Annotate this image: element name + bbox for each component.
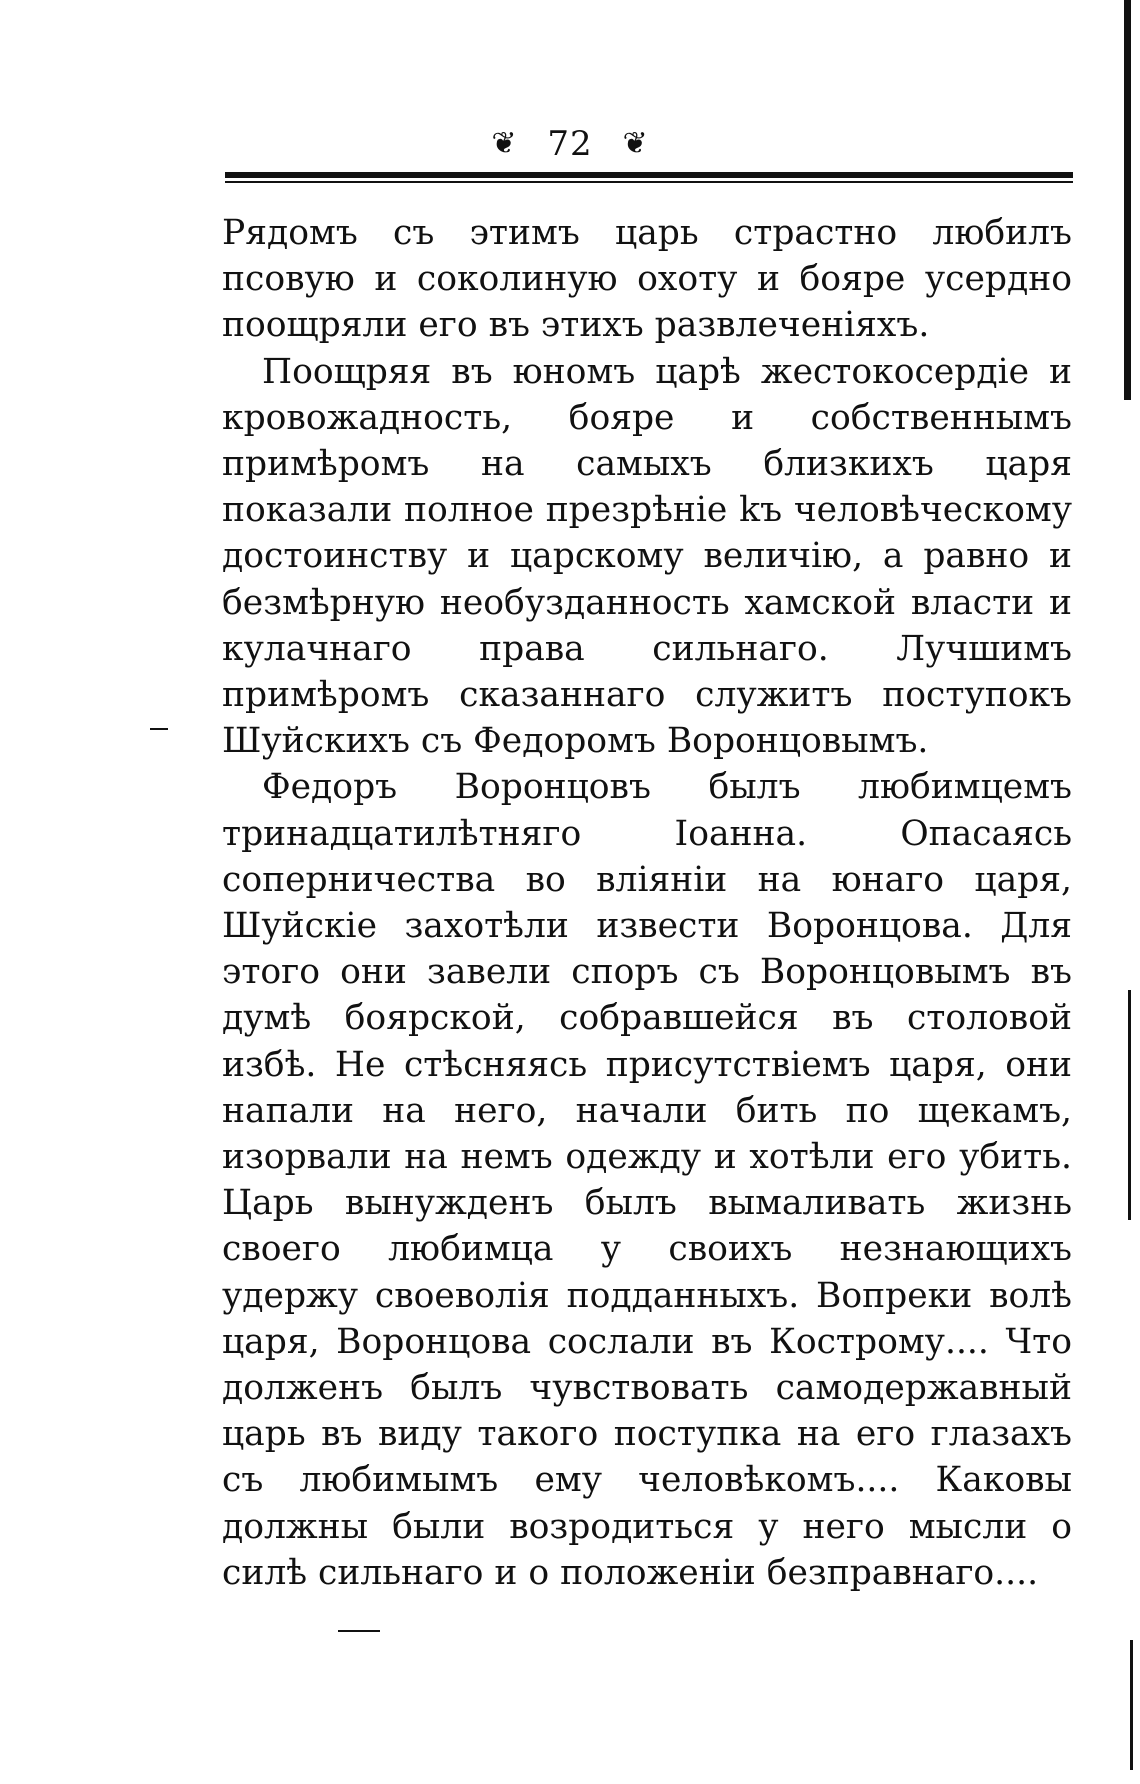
page-number: 72 [547, 124, 593, 164]
paragraph-1: Рядомъ съ этимъ царь страстно любилъ псовую и соколиную охоту и бояре усердно поощряли его въ этихъ развлеченіяхъ. [222, 213, 1072, 346]
scan-edge-mark-top-right [1124, 0, 1131, 400]
scan-edge-mark-middle-right [1128, 990, 1131, 1220]
body-text [222, 210, 1072, 1596]
scan-edge-mark-bottom-right [1130, 1640, 1133, 1770]
scan-dash-left [150, 728, 168, 730]
header-rule-thin [225, 181, 1073, 183]
paragraph-3: Федоръ Воронцовъ былъ любимцемъ тринадцатилѣтняго Іоанна. Опасаясь соперничества во вліяніи на юнаго царя, Шуйскіе захотѣли извести Воронцова. Для этого они завели споръ съ Воронцовымъ въ думѣ боярской, собравшейся въ столовой избѣ. Не стѣсняясь присутствіемъ царя, они напали на него, начали бить по щекамъ, изорвали на немъ одежду и хотѣли его убить. Царь вынужденъ былъ вымаливать жизнь своего любимца у своихъ незнающихъ удержу своеволія подданныхъ. Вопреки волѣ царя, Воронцова сослали въ Кострому.... Что долженъ былъ чувствовать самодержавный царь въ виду такого поступка на его глазахъ съ любимымъ ему человѣкомъ.... Каковы должны были возродиться у него мысли о силѣ сильнаго и о положеніи безправнаго.... [222, 767, 1072, 1593]
paragraph-2: Поощряя въ юномъ царѣ жестокосердіе и кровожадность, бояре и собственнымъ примѣромъ на самыхъ близкихъ царя показали полное презрѣніе kъ человѣческому достоинству и царскому величію, а равно и безмѣрную необузданность хамской власти и кулачнаго права сильнаго. Лучшимъ примѣромъ сказаннаго служитъ поступокъ Шуйскихъ съ Федоромъ Воронцовымъ. [222, 351, 1072, 762]
header-rule-thick [225, 172, 1073, 178]
scan-dash-bottom [338, 1630, 380, 1632]
page-header [0, 122, 1140, 164]
ornament-right-icon: ❦ [622, 126, 649, 161]
ornament-left-icon: ❦ [491, 126, 518, 161]
